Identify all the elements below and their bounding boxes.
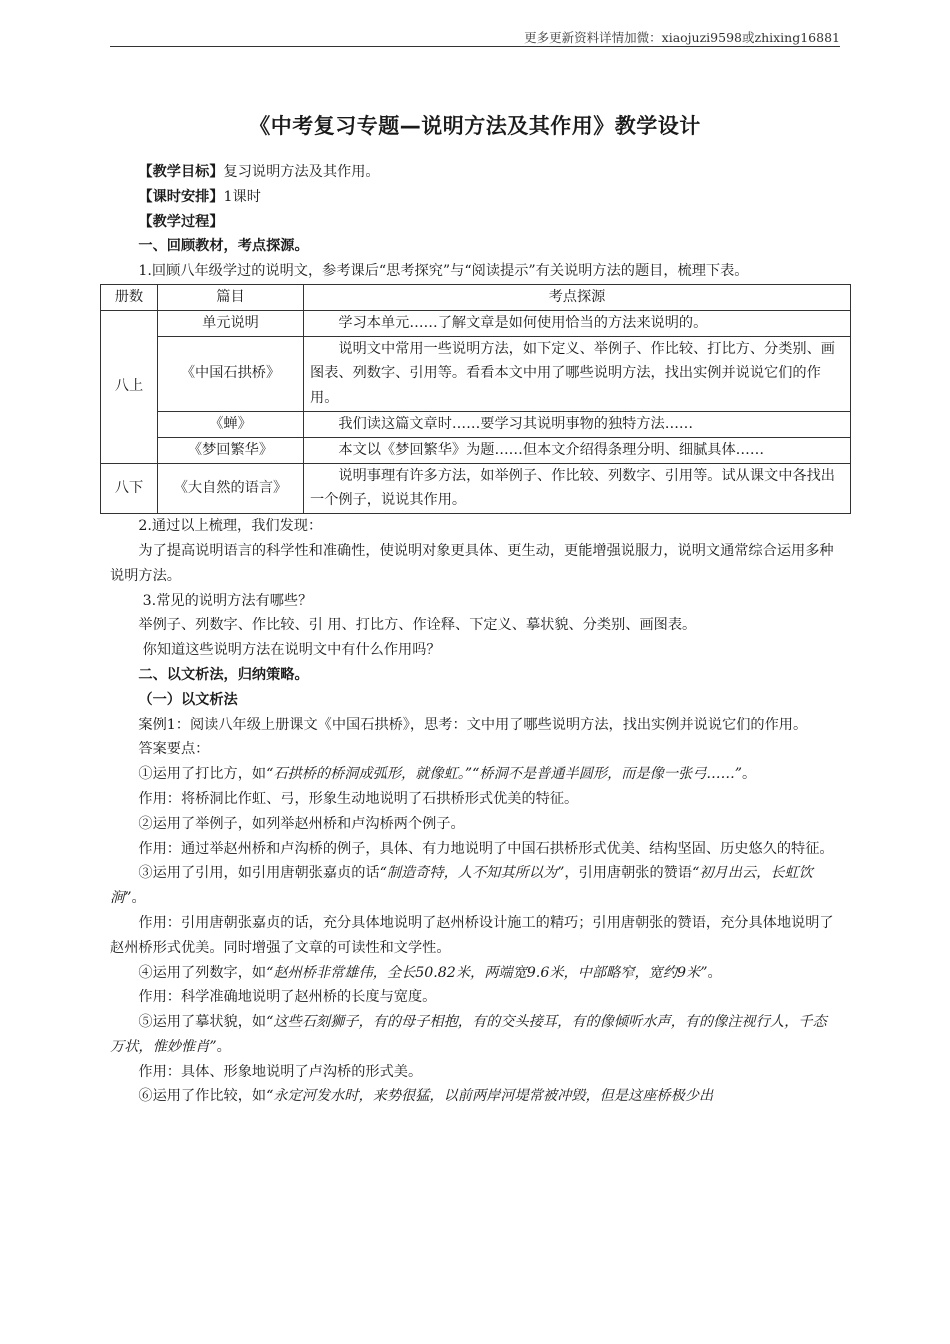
grade-cell: 八上	[101, 310, 158, 463]
title-cell: 《梦回繁华》	[158, 437, 304, 463]
header-rule	[110, 46, 840, 47]
answer-tail: 。	[131, 890, 146, 907]
goal-label: 【教学目标】	[138, 164, 224, 180]
after-table-p6: 你知道这些说明方法在说明文中有什么作用吗？	[142, 642, 441, 659]
answer-label: 答案要点：	[138, 741, 210, 758]
answer-item-2: ②运用了举例子，如列举赵州桥和卢沟桥两个例子。	[138, 815, 465, 832]
section2-heading: 二、以文析法，归纳策略。	[138, 666, 309, 683]
after-table-p2: 2.通过以上梳理，我们发现：	[138, 518, 323, 535]
after-table-p3: 为了提高说明语言的科学性和准确性，使说明对象更具体、更生动，更能增强说服力，说明文通常综合运用多种说明方法。	[110, 542, 834, 584]
answer-lead: ④运用了列数字，如	[138, 964, 267, 981]
title-cell: 《大自然的语言》	[158, 463, 304, 514]
case1-text: 案例1：阅读八年级上册课文《中国石拱桥》，思考：文中用了哪些说明方法，找出实例并说说它们的作用。	[138, 716, 808, 733]
page-header-text: 更多更新资料详情加微：xiaojuzi9598或zhixing16881	[524, 30, 840, 45]
title-cell: 《蝉》	[158, 411, 304, 437]
content-cell: 说明事理有许多方法，如举例子、作比较、列数字、引用等。试从课文中各找出一个例子，说说其作用。	[304, 463, 851, 514]
content-cell: 说明文中常用一些说明方法，如下定义、举例子、作比较、打比方、分类别、画图表、列数字、引用等。看看本文中用了哪些说明方法，找出实例并说说它们的作用。	[304, 336, 851, 411]
answer-quote: “制造奇特，人不知其所以为”	[379, 865, 565, 882]
teaching-goal	[110, 160, 840, 185]
page-title: 《中考复习专题—说明方法及其作用》教学设计	[249, 114, 701, 138]
answer-effect-5: 作用：具体、形象地说明了卢沟桥的形式美。	[138, 1063, 423, 1080]
answer-tail: 。	[216, 1038, 231, 1055]
answer-item-1	[110, 762, 840, 787]
table-header-cell: 篇目	[158, 284, 304, 310]
answer-lead: ⑥运用了作比较，如	[138, 1088, 267, 1105]
section1-heading: 一、回顾教材，考点探源。	[138, 238, 309, 255]
class-hours	[110, 185, 840, 210]
after-table-p4: 3.常见的说明方法有哪些？	[142, 592, 313, 609]
answer-lead: ⑤运用了摹状貌，如	[138, 1014, 267, 1031]
table-row	[101, 336, 851, 411]
content-cell: 我们读这篇文章时……要学习其说明事物的独特方法……	[304, 411, 851, 437]
title-cell: 《中国石拱桥》	[158, 336, 304, 411]
answer-quote: “石拱桥的桥洞成弧形，就像虹。”“桥洞不是普通半圆形，而是像一张弓……”	[266, 766, 743, 783]
table-row	[101, 310, 851, 336]
time-label: 【课时安排】	[138, 188, 224, 205]
answer-tail: 。	[707, 964, 722, 981]
answer-effect-4: 作用：科学准确地说明了赵州桥的长度与宽度。	[138, 989, 437, 1006]
answer-quote: “永定河发水时，来势很猛，以前两岸河堤常被冲毁，但是这座桥极少出	[266, 1088, 714, 1105]
answer-quote: “赵州桥非常雄伟，全长50.82米，两端宽9.6米，中部略窄，宽约9米”	[266, 964, 708, 981]
process-label: 【教学过程】	[138, 213, 224, 230]
answer-item-4	[110, 961, 840, 986]
answer-effect-1: 作用：将桥洞比作虹、弓，形象生动地说明了石拱桥形式优美的特征。	[138, 790, 579, 807]
answer-tail: 。	[742, 766, 757, 783]
grade-cell: 八下	[101, 463, 158, 514]
answer-quote: “这些石刻狮子，有的母子相抱，有的交头接耳，有的像倾听水声，有的像注视行人，千态万状，惟妙惟肖”	[110, 1014, 827, 1055]
answer-quote: “初月出云，长虹饮涧”	[110, 865, 813, 907]
section1-p1: 1.回顾八年级学过的说明文，参考课后“思考探究”与“阅读提示”有关说明方法的题目，梳理下表。	[138, 263, 749, 280]
answer-lead: ①运用了打比方，如	[138, 766, 267, 783]
title-cell: 单元说明	[158, 310, 304, 336]
answer-item-5	[110, 1010, 840, 1060]
table-header-cell: 考点探源	[304, 284, 851, 310]
table-row	[101, 463, 851, 514]
answer-lead: ③运用了引用，如引用唐朝张嘉贞的话	[138, 865, 380, 882]
time-text: 1课时	[223, 188, 261, 205]
document-body	[110, 160, 840, 1109]
table-header-row	[101, 284, 851, 310]
answer-mid: ，引用唐朝张的赞语	[564, 865, 693, 882]
table-header-cell: 册数	[101, 284, 158, 310]
table-row	[101, 411, 851, 437]
review-table	[100, 284, 851, 514]
section2-subheading: （一）以文析法	[138, 691, 238, 708]
answer-effect-3: 作用：引用唐朝张嘉贞的话，充分具体地说明了赵州桥设计施工的精巧；引用唐朝张的赞语，充分具体地说明了赵州桥形式优美。同时增强了文章的可读性和文学性。	[110, 914, 834, 956]
answer-effect-2: 作用：通过举赵州桥和卢沟桥的例子，具体、有力地说明了中国石拱桥形式优美、结构坚固、历史悠久的特征。	[138, 840, 834, 857]
after-table-p5: 举例子、列数字、作比较、引 用、打比方、作诠释、下定义、摹状貌、分类别、画图表。	[138, 617, 697, 634]
answer-item-3	[110, 861, 840, 911]
content-cell: 学习本单元……了解文章是如何使用恰当的方法来说明的。	[304, 310, 851, 336]
goal-text: 复习说明方法及其作用。	[223, 164, 380, 180]
answer-item-6	[110, 1084, 840, 1109]
content-cell: 本文以《梦回繁华》为题……但本文介绍得条理分明、细腻具体……	[304, 437, 851, 463]
table-row	[101, 437, 851, 463]
